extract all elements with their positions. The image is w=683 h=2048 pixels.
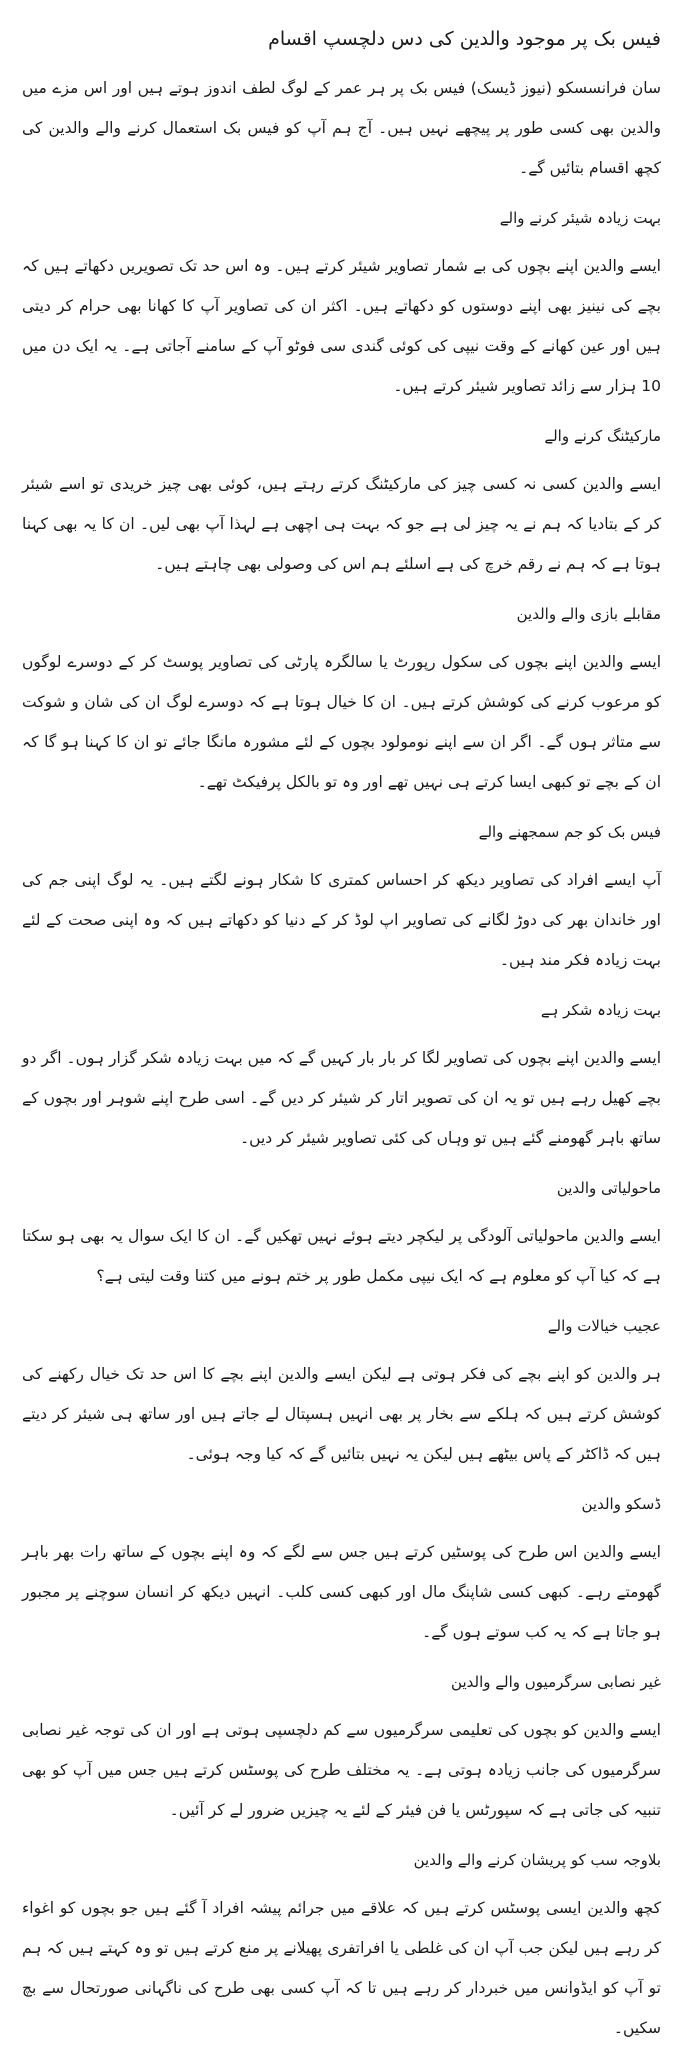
section-heading-extracurricular: غیر نصابی سرگرمیوں والے والدین <box>451 1673 661 1691</box>
article-title: فیس بک پر موجود والدین کی دس دلچسپ اقسام <box>268 28 661 50</box>
section-heading-strange-ideas: عجیب خیالات والے <box>547 1317 661 1335</box>
section-heading-oversharers: بہت زیادہ شیئر کرنے والے <box>499 209 661 227</box>
section-heading-marketers: مارکیٹنگ کرنے والے <box>544 427 661 445</box>
section-heading-environmental: ماحولیاتی والدین <box>556 1179 661 1197</box>
section-heading-disco: ڈسکو والدین <box>581 1495 661 1513</box>
section-body-oversharers: ایسے والدین اپنے بچوں کی بے شمار تصاویر شیئر کرتے ہیں۔ وہ اس حد تک تصویریں دکھاتے ہیں کہ بچے کی نینیز بھی اپنے دوستوں کو دکھاتے ہیں۔ اکثر ان کی تصاویر آپ کا کھانا بھی حرام کر دیتی ہیں اور عین کھانے کے وقت نیپی کی کوئی گندی سی فوٹو آپ کے سامنے آجاتی ہے۔ یہ ایک دن میں 10 ہزار سے زائد تصاویر شیئر کرتے ہیں۔ <box>22 257 661 395</box>
section-body-alarmist: کچھ والدین ایسی پوسٹس کرتے ہیں کہ علاقے میں جرائم پیشہ افراد آ گئے ہیں جو بچوں کو اغواء کر رہے ہیں لیکن جب آپ ان کی غلطی یا افراتفری پھیلانے پر منع کرتے ہیں تو وہ کہتے ہیں کہ ہم تو آپ کو ایڈوانس میں خبردار کر رہے ہیں تا کہ آپ کسی بھی طرح کی ناگہانی صورتحال سے بچ سکیں۔ <box>22 1899 661 2037</box>
section-body-competitive: ایسے والدین اپنے بچوں کی سکول رپورٹ یا سالگرہ پارٹی کی تصاویر پوسٹ کر کے دوسرے لوگوں کو مرعوب کرنے کی کوشش کرتے ہیں۔ ان کا خیال ہوتا ہے کہ دوسرے لوگ ان کی شان و شوکت سے متاثر ہوں گے۔ اگر ان سے اپنے نومولود بچوں کے لئے مشورہ مانگا جائے تو ان کا کہنا ہو گا کہ ان کے بچے تو کبھی ایسا کرتے ہی نہیں تھے اور وہ تو بالکل پرفیکٹ تھے۔ <box>22 653 661 791</box>
section-body-gym: آپ ایسے افراد کی تصاویر دیکھ کر احساس کمتری کا شکار ہونے لگتے ہیں۔ یہ لوگ اپنی جم کی اور خاندان بھر کی دوڑ لگانے کی تصاویر اپ لوڈ کر کے دنیا کو دکھاتے ہیں کہ وہ اپنی صحت کے لئے بہت زیادہ فکر مند ہیں۔ <box>22 871 661 969</box>
section-body-marketers: ایسے والدین کسی نہ کسی چیز کی مارکیٹنگ کرتے رہتے ہیں، کوئی بھی چیز خریدی تو اسے شیئر کر کے بتادیا کہ ہم نے یہ چیز لی ہے جو کہ بہت ہی اچھی ہے لہذا آپ بھی لیں۔ ان کا یہ بھی کہنا ہوتا ہے کہ ہم نے رقم خرچ کی ہے اسلئے ہم اس کی وصولی بھی چاہتے ہیں۔ <box>22 475 661 573</box>
section-heading-thankful: بہت زیادہ شکر ہے <box>540 1001 661 1019</box>
section-heading-gym: فیس بک کو جم سمجھنے والے <box>478 823 661 841</box>
section-body-extracurricular: ایسے والدین کو بچوں کی تعلیمی سرگرمیوں سے کم دلچسپی ہوتی ہے اور ان کی توجہ غیر نصابی سرگرمیوں کی جانب زیادہ ہوتی ہے۔ یہ مختلف طرح کی پوسٹس کرتے ہیں جس میں آپ کو بھی تنبیہ کی جاتی ہے کہ سپورٹس یا فن فیئر کے لئے یہ چیزیں ضرور لے کر آئیں۔ <box>22 1721 661 1819</box>
section-heading-alarmist: بلاوجہ سب کو پریشان کرنے والے والدین <box>413 1851 661 1869</box>
section-body-strange-ideas: ہر والدین کو اپنے بچے کی فکر ہوتی ہے لیکن ایسے والدین اپنے بچے کا اس حد تک خیال رکھنے کی کوشش کرتے ہیں کہ ہلکے سے بخار پر بھی انہیں ہسپتال لے جاتے ہیں اور ساتھ ہی شیئر کر دیتے ہیں کہ ڈاکٹر کے پاس بیٹھے ہیں لیکن یہ نہیں بتائیں گے کہ کیا وجہ ہوئی۔ <box>22 1365 661 1463</box>
section-heading-competitive: مقابلے بازی والے والدین <box>516 605 661 623</box>
article-intro: سان فرانسسکو (نیوز ڈیسک) فیس بک پر ہر عمر کے لوگ لطف اندوز ہوتے ہیں اور اس مزے میں والدین بھی کسی طور پر پیچھے نہیں ہیں۔ آج ہم آپ کو فیس بک استعمال کرنے والے والدین کی کچھ اقسام بتائیں گے۔ <box>22 79 661 177</box>
section-body-disco: ایسے والدین اس طرح کی پوسٹیں کرتے ہیں جس سے لگے کہ وہ اپنے بچوں کے ساتھ رات بھر باہر گھومتے رہے۔ کبھی کسی شاپنگ مال اور کبھی کسی کلب۔ انہیں دیکھ کر انسان سوچنے پر مجبور ہو جاتا ہے کہ یہ کب سوتے ہوں گے۔ <box>22 1543 661 1641</box>
section-body-environmental: ایسے والدین ماحولیاتی آلودگی پر لیکچر دیتے ہوئے نہیں تھکیں گے۔ ان کا ایک سوال یہ بھی ہو سکتا ہے کہ کیا آپ کو معلوم ہے کہ ایک نیپی مکمل طور پر ختم ہونے میں کتنا وقت لیتی ہے؟ <box>22 1227 661 1285</box>
section-body-thankful: ایسے والدین اپنے بچوں کی تصاویر لگا کر بار بار کہیں گے کہ میں بہت زیادہ شکر گزار ہوں۔ اگر دو بچے کھیل رہے ہیں تو یہ ان کی تصویر اتار کر شیئر کر دیں گے۔ اسی طرح اپنے شوہر اور بچوں کے ساتھ باہر گھومنے گئے ہیں تو وہاں کی کئی تصاویر شیئر کر دیں۔ <box>22 1049 661 1147</box>
